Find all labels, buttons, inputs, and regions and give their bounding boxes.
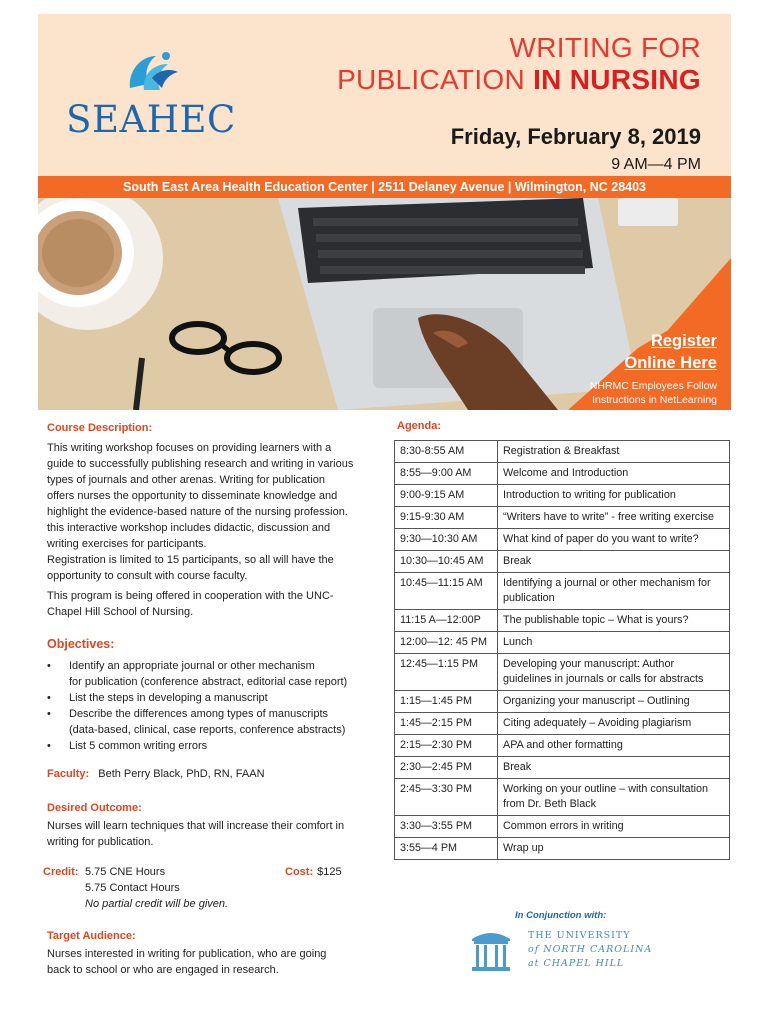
agenda-time: 12:00—12: 45 PM	[395, 632, 498, 654]
agenda-time: 1:15—1:45 PM	[395, 691, 498, 713]
agenda-row	[395, 632, 730, 654]
course-line: This writing workshop focuses on providing learners with a	[47, 442, 332, 454]
agenda-item: Lunch	[498, 632, 730, 654]
course-line: writing exercises for participants.	[47, 538, 207, 550]
objective-item	[47, 690, 387, 706]
event-date: Friday, February 8, 2019	[450, 124, 701, 149]
course-line: types of journals and other arenas. Writing for publication	[47, 474, 326, 486]
agenda-time: 2:45—3:30 PM	[395, 779, 498, 816]
agenda-item: The publishable topic – What is yours?	[498, 610, 730, 632]
agenda-row	[395, 713, 730, 735]
agenda-item: Working on your outline – with consultation from Dr. Beth Black	[498, 779, 730, 816]
agenda-item: APA and other formatting	[498, 735, 730, 757]
agenda-row	[395, 838, 730, 860]
agenda-row	[395, 654, 730, 691]
agenda-time: 9:30—10:30 AM	[395, 529, 498, 551]
register-panel	[521, 198, 731, 410]
outcome-line-1: Nurses will learn techniques that will increase their comfort in	[47, 820, 345, 832]
title-line-1: WRITING FOR	[509, 32, 701, 63]
agenda-row	[395, 551, 730, 573]
unc-line-3: at CHAPEL HILL	[528, 958, 625, 969]
faculty-value: Beth Perry Black, PhD, RN, FAAN	[98, 768, 265, 780]
agenda-time: 11:15 A—12:00P	[395, 610, 498, 632]
event-time: 9 AM—4 PM	[611, 156, 701, 173]
unc-line-1: THE UNIVERSITY	[528, 930, 631, 941]
course-line: offers nurses the opportunity to disseminate knowledge and	[47, 490, 338, 502]
agenda-row	[395, 573, 730, 610]
agenda-row	[395, 610, 730, 632]
agenda-time: 2:30—2:45 PM	[395, 757, 498, 779]
cooperation-line-2: Chapel Hill School of Nursing.	[47, 606, 194, 618]
logo-text: SEAHEC	[66, 98, 236, 141]
agenda-item: Organizing your manuscript – Outlining	[498, 691, 730, 713]
faculty	[47, 766, 265, 782]
objective-text: • List 5 common writing errors	[69, 740, 208, 752]
agenda-time: 9:15-9:30 AM	[395, 507, 498, 529]
desired-outcome-heading: Desired Outcome:	[47, 802, 142, 814]
agenda-row	[395, 691, 730, 713]
agenda-item: Developing your manuscript: Author guidelines in journals or calls for abstracts	[498, 654, 730, 691]
objective-text: • Identify an appropriate journal or other mechanism	[69, 660, 315, 672]
register-line-2[interactable]: Online Here	[624, 354, 717, 372]
audience-line-1: Nurses interested in writing for publication, who are going	[47, 948, 327, 960]
title-in-nursing: IN NURSING	[525, 64, 701, 95]
course-line: this interactive workshop includes didactic, discussion and	[47, 522, 331, 534]
location-banner: South East Area Health Education Center | 2511 Delaney Avenue | Wilmington, NC 28403	[38, 176, 731, 198]
register-online-link[interactable]	[624, 330, 717, 374]
objective-text: • List the steps in developing a manuscript	[69, 692, 268, 704]
desired-outcome	[47, 818, 387, 850]
agenda-item: Common errors in writing	[498, 816, 730, 838]
objective-text-cont: for publication (conference abstract, editorial case report)	[69, 676, 348, 688]
objective-item	[47, 738, 387, 754]
agenda-time: 10:45—11:15 AM	[395, 573, 498, 610]
agenda-item: Citing adequately – Avoiding plagiarism	[498, 713, 730, 735]
agenda-time: 1:45—2:15 PM	[395, 713, 498, 735]
credit-contact: 5.75 Contact Hours	[85, 882, 180, 894]
objective-item	[47, 706, 387, 738]
target-audience-heading: Target Audience:	[47, 930, 136, 942]
hero-photo	[38, 198, 731, 410]
register-note-line-2: Instructions in NetLearning	[592, 394, 717, 406]
course-description	[47, 440, 387, 584]
target-audience	[47, 946, 387, 978]
conjunction-label: In Conjunction with:	[515, 910, 607, 921]
credit-cne: 5.75 CNE Hours	[85, 866, 166, 878]
agenda-time: 10:30—10:45 AM	[395, 551, 498, 573]
objective-item	[47, 658, 387, 690]
agenda-table	[394, 440, 730, 860]
unc-logo	[460, 925, 710, 980]
course-line: Registration is limited to 15 participants, so all will have the	[47, 554, 334, 566]
objectives-list	[47, 658, 387, 754]
cost-label: Cost:	[285, 866, 314, 878]
agenda-row	[395, 529, 730, 551]
agenda-item: Wrap up	[498, 838, 730, 860]
register-line-1[interactable]: Register	[650, 332, 717, 350]
faculty-label: Faculty:	[47, 768, 90, 780]
cost-value: $125	[317, 866, 342, 878]
agenda-item: What kind of paper do you want to write?	[498, 529, 730, 551]
course-description-heading: Course Description:	[47, 422, 153, 434]
agenda-item: Registration & Breakfast	[498, 441, 730, 463]
register-note-line-1: NHRMC Employees Follow	[589, 380, 717, 392]
header	[38, 14, 731, 176]
agenda-row	[395, 779, 730, 816]
agenda-time: 8:30-8:55 AM	[395, 441, 498, 463]
credit-label: Credit:	[43, 866, 79, 878]
agenda-time: 8:55—9:00 AM	[395, 463, 498, 485]
agenda-row	[395, 735, 730, 757]
agenda-row	[395, 463, 730, 485]
wave-logo-icon	[122, 48, 182, 100]
credit-row	[43, 864, 383, 880]
agenda-item: “Writers have to write” - free writing exercise	[498, 507, 730, 529]
agenda-item: Welcome and Introduction	[498, 463, 730, 485]
agenda-row	[395, 441, 730, 463]
credit-block	[43, 864, 383, 912]
course-line: highlight the evidence-based nature of the nursing profession.	[47, 506, 348, 518]
page-title	[337, 32, 701, 96]
agenda-time: 3:30—3:55 PM	[395, 816, 498, 838]
cooperation-line-1: This program is being offered in cooperation with the UNC-	[47, 590, 334, 602]
agenda-item: Break	[498, 551, 730, 573]
agenda-time: 3:55—4 PM	[395, 838, 498, 860]
agenda-time: 2:15—2:30 PM	[395, 735, 498, 757]
agenda-row	[395, 507, 730, 529]
seahec-logo	[66, 42, 236, 152]
unc-line-2: of NORTH CAROLINA	[528, 944, 653, 955]
agenda-heading: Agenda:	[397, 420, 441, 432]
objectives-heading: Objectives:	[47, 637, 115, 651]
agenda-row	[395, 757, 730, 779]
agenda-time: 9:00-9:15 AM	[395, 485, 498, 507]
title-publication: PUBLICATION	[337, 64, 526, 95]
agenda-row	[395, 485, 730, 507]
unc-wordmark	[528, 929, 652, 971]
agenda-item: Break	[498, 757, 730, 779]
register-note	[517, 379, 717, 407]
course-line: guide to successfully publishing research and writing in various	[47, 458, 354, 470]
title-line-2	[337, 64, 701, 96]
audience-line-2: back to school or who are engaged in research.	[47, 964, 279, 976]
agenda-time: 12:45—1:15 PM	[395, 654, 498, 691]
agenda-row	[395, 816, 730, 838]
objective-text: • Describe the differences among types of manuscripts	[69, 708, 329, 720]
agenda-item: Identifying a journal or other mechanism for publication	[498, 573, 730, 610]
agenda-item: Introduction to writing for publication	[498, 485, 730, 507]
credit-note: No partial credit will be given.	[85, 898, 229, 910]
objective-text-cont: (data-based, clinical, case reports, conference abstracts)	[69, 724, 346, 736]
course-line: opportunity to consult with course faculty.	[47, 570, 248, 582]
old-well-icon	[466, 925, 516, 975]
cooperation-note	[47, 588, 334, 620]
outcome-line-2: writing for publication.	[47, 836, 154, 848]
